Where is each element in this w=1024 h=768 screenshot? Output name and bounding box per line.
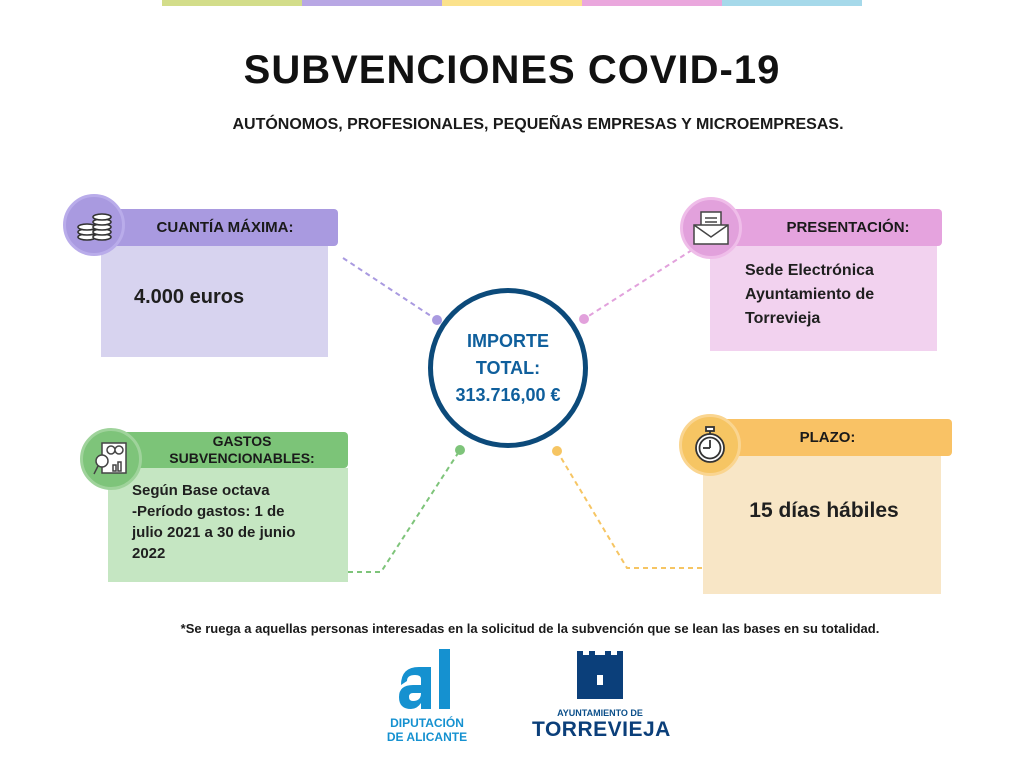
presentacion-line: Sede Electrónica (745, 262, 874, 279)
plazo-value: 15 días hábiles (749, 499, 899, 522)
importe-total-circle (428, 288, 588, 448)
gastos-header-line1: GASTOS (212, 433, 272, 449)
cuantia-value: 4.000 euros (134, 286, 245, 308)
diputacion-line-1: DIPUTACIÓN (390, 716, 464, 730)
gastos-header-line2: SUBVENCIONABLES: (169, 450, 315, 466)
gastos-line: 2022 (132, 545, 166, 562)
gastos-line: julio 2021 a 30 de junio (132, 524, 296, 541)
diputacion-alicante-logo (384, 647, 470, 744)
importe-line-2: TOTAL: (475, 357, 541, 378)
cuantia-header (92, 209, 338, 246)
torrevieja-label: TORREVIEJA (532, 718, 671, 741)
presentacion-body (710, 246, 937, 351)
ayuntamiento-label: AYUNTAMIENTO DE (557, 708, 643, 718)
gastos-line: Según Base octava (132, 482, 270, 499)
page-subtitle: AUTÓNOMOS, PROFESIONALES, PEQUEÑAS EMPRESAS Y MICROEMPRESAS. (232, 116, 844, 133)
envelope-document-icon (680, 197, 742, 259)
presentacion-line: Ayuntamiento de (745, 286, 875, 303)
cuantia-header-label: CUANTÍA MÁXIMA: (156, 219, 294, 236)
importe-amount: 313.716,00 € (455, 384, 561, 405)
stopwatch-icon (679, 414, 741, 476)
importe-line-1: IMPORTE (466, 330, 549, 351)
presentacion-line: Torrevieja (745, 310, 821, 327)
plazo-header-label: PLAZO: (799, 429, 856, 446)
presentacion-header (712, 209, 942, 246)
presentacion-header-label: PRESENTACIÓN: (786, 219, 910, 236)
gastos-line: -Período gastos: 1 de (132, 503, 285, 520)
report-analysis-icon (80, 428, 142, 490)
cuantia-body (101, 246, 328, 357)
plazo-body (703, 455, 941, 594)
disclaimer-note: *Se ruega a aquellas personas interesadas en la solicitud de la subvención que se lean las bases en su totalidad. (180, 621, 880, 636)
page-title: SUBVENCIONES COVID-19 (243, 48, 781, 92)
diputacion-line-2: DE ALICANTE (386, 730, 468, 744)
gastos-body (108, 468, 348, 582)
diputacion-logo-mark (391, 647, 463, 711)
torrevieja-logo (532, 647, 671, 742)
coins-icon (63, 194, 125, 256)
torrevieja-tower-icon (573, 647, 627, 703)
